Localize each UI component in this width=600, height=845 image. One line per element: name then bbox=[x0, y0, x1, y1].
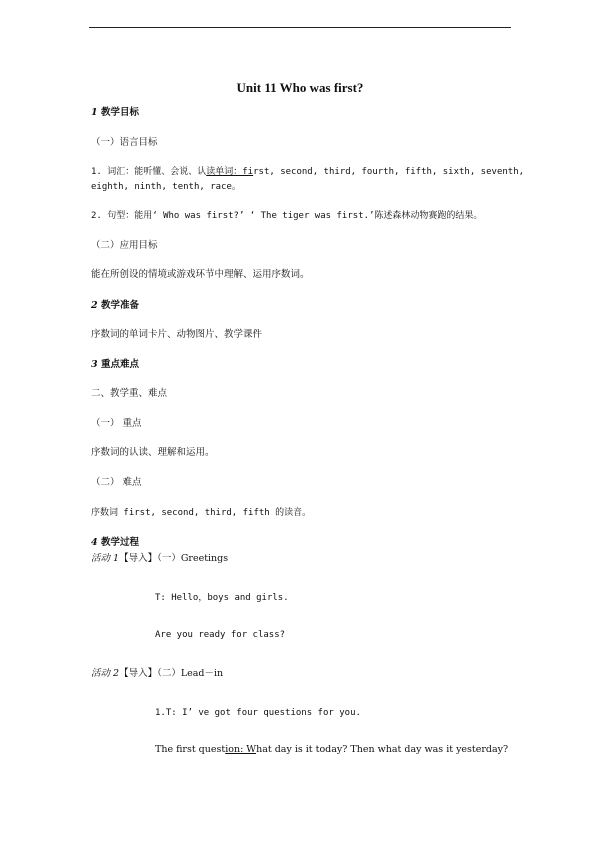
activity-label: 活动 1 bbox=[91, 553, 120, 564]
difficult-points-subheading: （二） 难点 bbox=[91, 477, 142, 488]
sentence-pattern: 2. 句型：能用‘ Who was first?’ ‘ The tiger was first.’陈述森林动物赛跑的结果。 bbox=[91, 211, 483, 221]
question-post: hat day is it today? Then what day was it yesterday? bbox=[256, 744, 509, 755]
vocab-prefix: 1. 词汇：能听懂、会说、认 bbox=[91, 167, 207, 177]
application-text: 能在所创设的情境或游戏环节中理解、运用序数词。 bbox=[91, 269, 310, 280]
activity-2-line-2 bbox=[155, 743, 508, 757]
activity-1-line-1: T: Hello，boys and girls. bbox=[155, 593, 289, 603]
subheading-application-goals: （二）应用目标 bbox=[91, 240, 158, 251]
section-number: 4 bbox=[91, 537, 98, 548]
section-label: 重点难点 bbox=[100, 359, 139, 370]
preparation-text: 序数词的单词卡片、动物图片、教学课件 bbox=[91, 329, 263, 340]
question-pre: The first quest bbox=[155, 744, 226, 755]
key-points-text: 序数词的认读、理解和运用。 bbox=[91, 447, 215, 458]
section-number: 1 bbox=[91, 107, 98, 118]
subheading-language-goals: （一）语言目标 bbox=[91, 137, 158, 148]
key-difficult-title: 二、教学重、难点 bbox=[91, 388, 168, 399]
section-heading-3 bbox=[91, 358, 139, 372]
section-label: 教学目标 bbox=[100, 107, 139, 118]
section-heading-2 bbox=[91, 299, 139, 313]
section-number: 3 bbox=[91, 359, 98, 370]
activity-2-heading bbox=[91, 667, 223, 681]
activity-label: 活动 2 bbox=[91, 668, 120, 679]
page-title: Unit 11 Who was first? bbox=[236, 80, 364, 95]
activity-tag: 【导入】（一）Greetings bbox=[119, 553, 229, 564]
vocab-underlined: 读单词：fi bbox=[206, 167, 254, 177]
section-heading-4 bbox=[91, 536, 139, 550]
key-points-subheading: （一） 重点 bbox=[91, 418, 142, 429]
activity-2-line-1: 1.T: I’ ve got four questions for you. bbox=[155, 708, 361, 718]
section-label: 教学准备 bbox=[100, 300, 139, 311]
difficult-points-text: 序数词 first, second, third, fifth 的读音。 bbox=[91, 508, 312, 518]
vocab-line-1 bbox=[91, 165, 524, 179]
activity-1-heading bbox=[91, 552, 228, 566]
section-number: 2 bbox=[91, 300, 98, 311]
activity-tag: 【导入】（二）Lead－in bbox=[119, 668, 224, 679]
vocab-line-2: eighth, ninth, tenth, race。 bbox=[91, 182, 241, 192]
vocab-rest: rst, second, third, fourth, fifth, sixth, seventh, bbox=[253, 167, 525, 177]
activity-1-line-2: Are you ready for class? bbox=[155, 630, 286, 640]
question-underlined: ion: W bbox=[225, 744, 257, 755]
section-label: 教学过程 bbox=[100, 537, 139, 548]
section-heading-1 bbox=[91, 106, 139, 120]
header-rule bbox=[89, 27, 511, 28]
